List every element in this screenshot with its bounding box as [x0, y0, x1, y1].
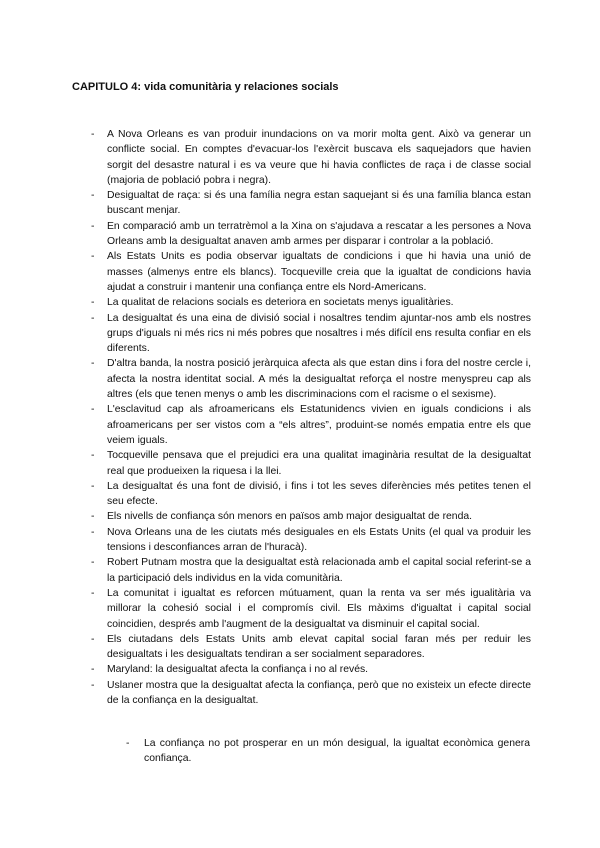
list-item: [91, 448, 531, 479]
list-item: [91, 479, 531, 510]
bullet-dash: -: [91, 480, 95, 492]
list-item: [91, 555, 531, 586]
list-item: [91, 188, 531, 219]
bullet-list: [91, 127, 531, 708]
bullet-dash: -: [91, 526, 95, 538]
list-item-text: La desigualtat és una font de divisió, i fins i tot les seves diferències més petites tenen el seu efecte.: [107, 480, 531, 508]
list-item-text: Tocqueville pensava que el prejudici era una qualitat imaginària resultat de la desigualtat real que produeixen la riquesa i la llei.: [107, 450, 531, 477]
list-item-text: La comunitat i igualtat es reforcen mútuament, quan la renta va ser més igualitària va millorar la cohesió social i el compromís civil. Els màxims d'igualtat i capital social coincidien, després amb l'augment de la desigualtat va disminuir el capital social.: [107, 587, 531, 630]
sub-bullet-list: [126, 736, 530, 767]
list-item: [91, 219, 531, 250]
bullet-dash: -: [126, 738, 130, 749]
list-item-text: Els ciutadans dels Estats Units amb elevat capital social faran més per reduir les desigualtats i les desigualtats tendiran a ser socialment separadores.: [107, 633, 531, 661]
bullet-dash: -: [91, 190, 95, 202]
list-item: [91, 295, 531, 310]
bullet-dash: -: [91, 251, 95, 263]
list-item-text: Nova Orleans una de les ciutats més desiguales en els Estats Units (el qual va produir les tensions i desconfiances arran de l'huracà).: [107, 526, 531, 554]
chapter-title: CAPITULO 4: vida comunitària y relaciones socials: [72, 81, 339, 93]
bullet-dash: -: [91, 511, 95, 523]
list-item: [91, 678, 531, 709]
list-item-text: Els nivells de confiança són menors en països amb major desigualtat de renda.: [107, 511, 473, 523]
bullet-dash: -: [91, 220, 95, 232]
list-item: [91, 311, 531, 357]
bullet-dash: -: [91, 679, 95, 691]
list-item-text: Als Estats Units es podia observar igualtats de condicions i que hi havia una unió de masses (almenys entre els blancs). Tocqueville creia que la igualtat de condicions havia ajudat a construir i mantenir una confiança entre els Nord-Americans.: [107, 251, 531, 293]
sub-list-item: [126, 736, 530, 767]
bullet-dash: -: [91, 557, 95, 569]
bullet-dash: -: [91, 404, 95, 416]
list-item-text: La desigualtat és una eina de divisió social i nosaltres tendim ajuntar-nos amb els nostres grups d'iguals ni més rics ni més pobres que nosaltres i més difícil ens resulta confiar en els diferents.: [107, 312, 531, 355]
list-item-text: L'esclavitud cap als afroamericans els Estatunidencs vivien en iguals condicions i als afroamericans per ser vistos com a “els altres”, produint-se només empatia entre els que veiem iguals.: [107, 404, 531, 446]
bullet-dash: -: [91, 664, 95, 676]
list-item-text: La qualitat de relacions socials es deteriora en societats menys igualitàries.: [107, 297, 454, 309]
bullet-dash: -: [91, 450, 95, 462]
list-item: [91, 509, 531, 524]
list-item-text: Desigualtat de raça: si és una família negra estan saquejant si és una família blanca estan buscant menjar.: [107, 190, 531, 217]
list-item: [91, 402, 531, 448]
bullet-dash: -: [91, 358, 95, 370]
bullet-dash: -: [91, 587, 95, 599]
bullet-dash: -: [91, 129, 95, 140]
list-item-text: Uslaner mostra que la desigualtat afecta la confiança, però que no existeix un efecte directe de la confiança en la desigualtat.: [107, 679, 531, 706]
bullet-dash: -: [91, 297, 95, 309]
list-item-text: La confiança no pot prosperar en un món desigual, la igualtat econòmica genera confiança.: [144, 738, 530, 765]
list-item-text: En comparació amb un terratrèmol a la Xina on s'ajudava a rescatar a les persones a Nova Orleans amb la desigualtat anaven amb armes per disparar i controlar a la població.: [107, 220, 531, 248]
list-item: [91, 632, 531, 663]
bullet-dash: -: [91, 633, 95, 645]
list-item-text: D'altra banda, la nostra posició jeràrquica afecta als que estan dins i fora del nostre cercle i, afecta la nostra identitat social. A més la desigualtat reforça el nostre menyspreu cap als altres (els que tenen menys o amb les discriminacions com el racisme o el sexisme).: [107, 358, 531, 401]
list-item: [91, 525, 531, 556]
list-item: [91, 356, 531, 402]
list-item-text: Maryland: la desigualtat afecta la confiança i no al revés.: [107, 664, 369, 676]
list-item-text: Robert Putnam mostra que la desigualtat està relacionada amb el capital social referint-se a la participació dels individus en la vida comunitària.: [107, 557, 531, 584]
list-item: [91, 127, 531, 188]
list-item: [91, 586, 531, 632]
bullet-dash: -: [91, 312, 95, 324]
list-item: [91, 249, 531, 295]
list-item: [91, 662, 531, 677]
list-item-text: A Nova Orleans es van produir inundacions on va morir molta gent. Això va generar un conflicte social. En comptes d'evacuar-los l'exèrcit buscava els saquejadors que havien sorgit del desastre natural i es va veure que hi havia conflictes de raça i de classe social (majoria de població pobra i negra).: [107, 129, 531, 186]
